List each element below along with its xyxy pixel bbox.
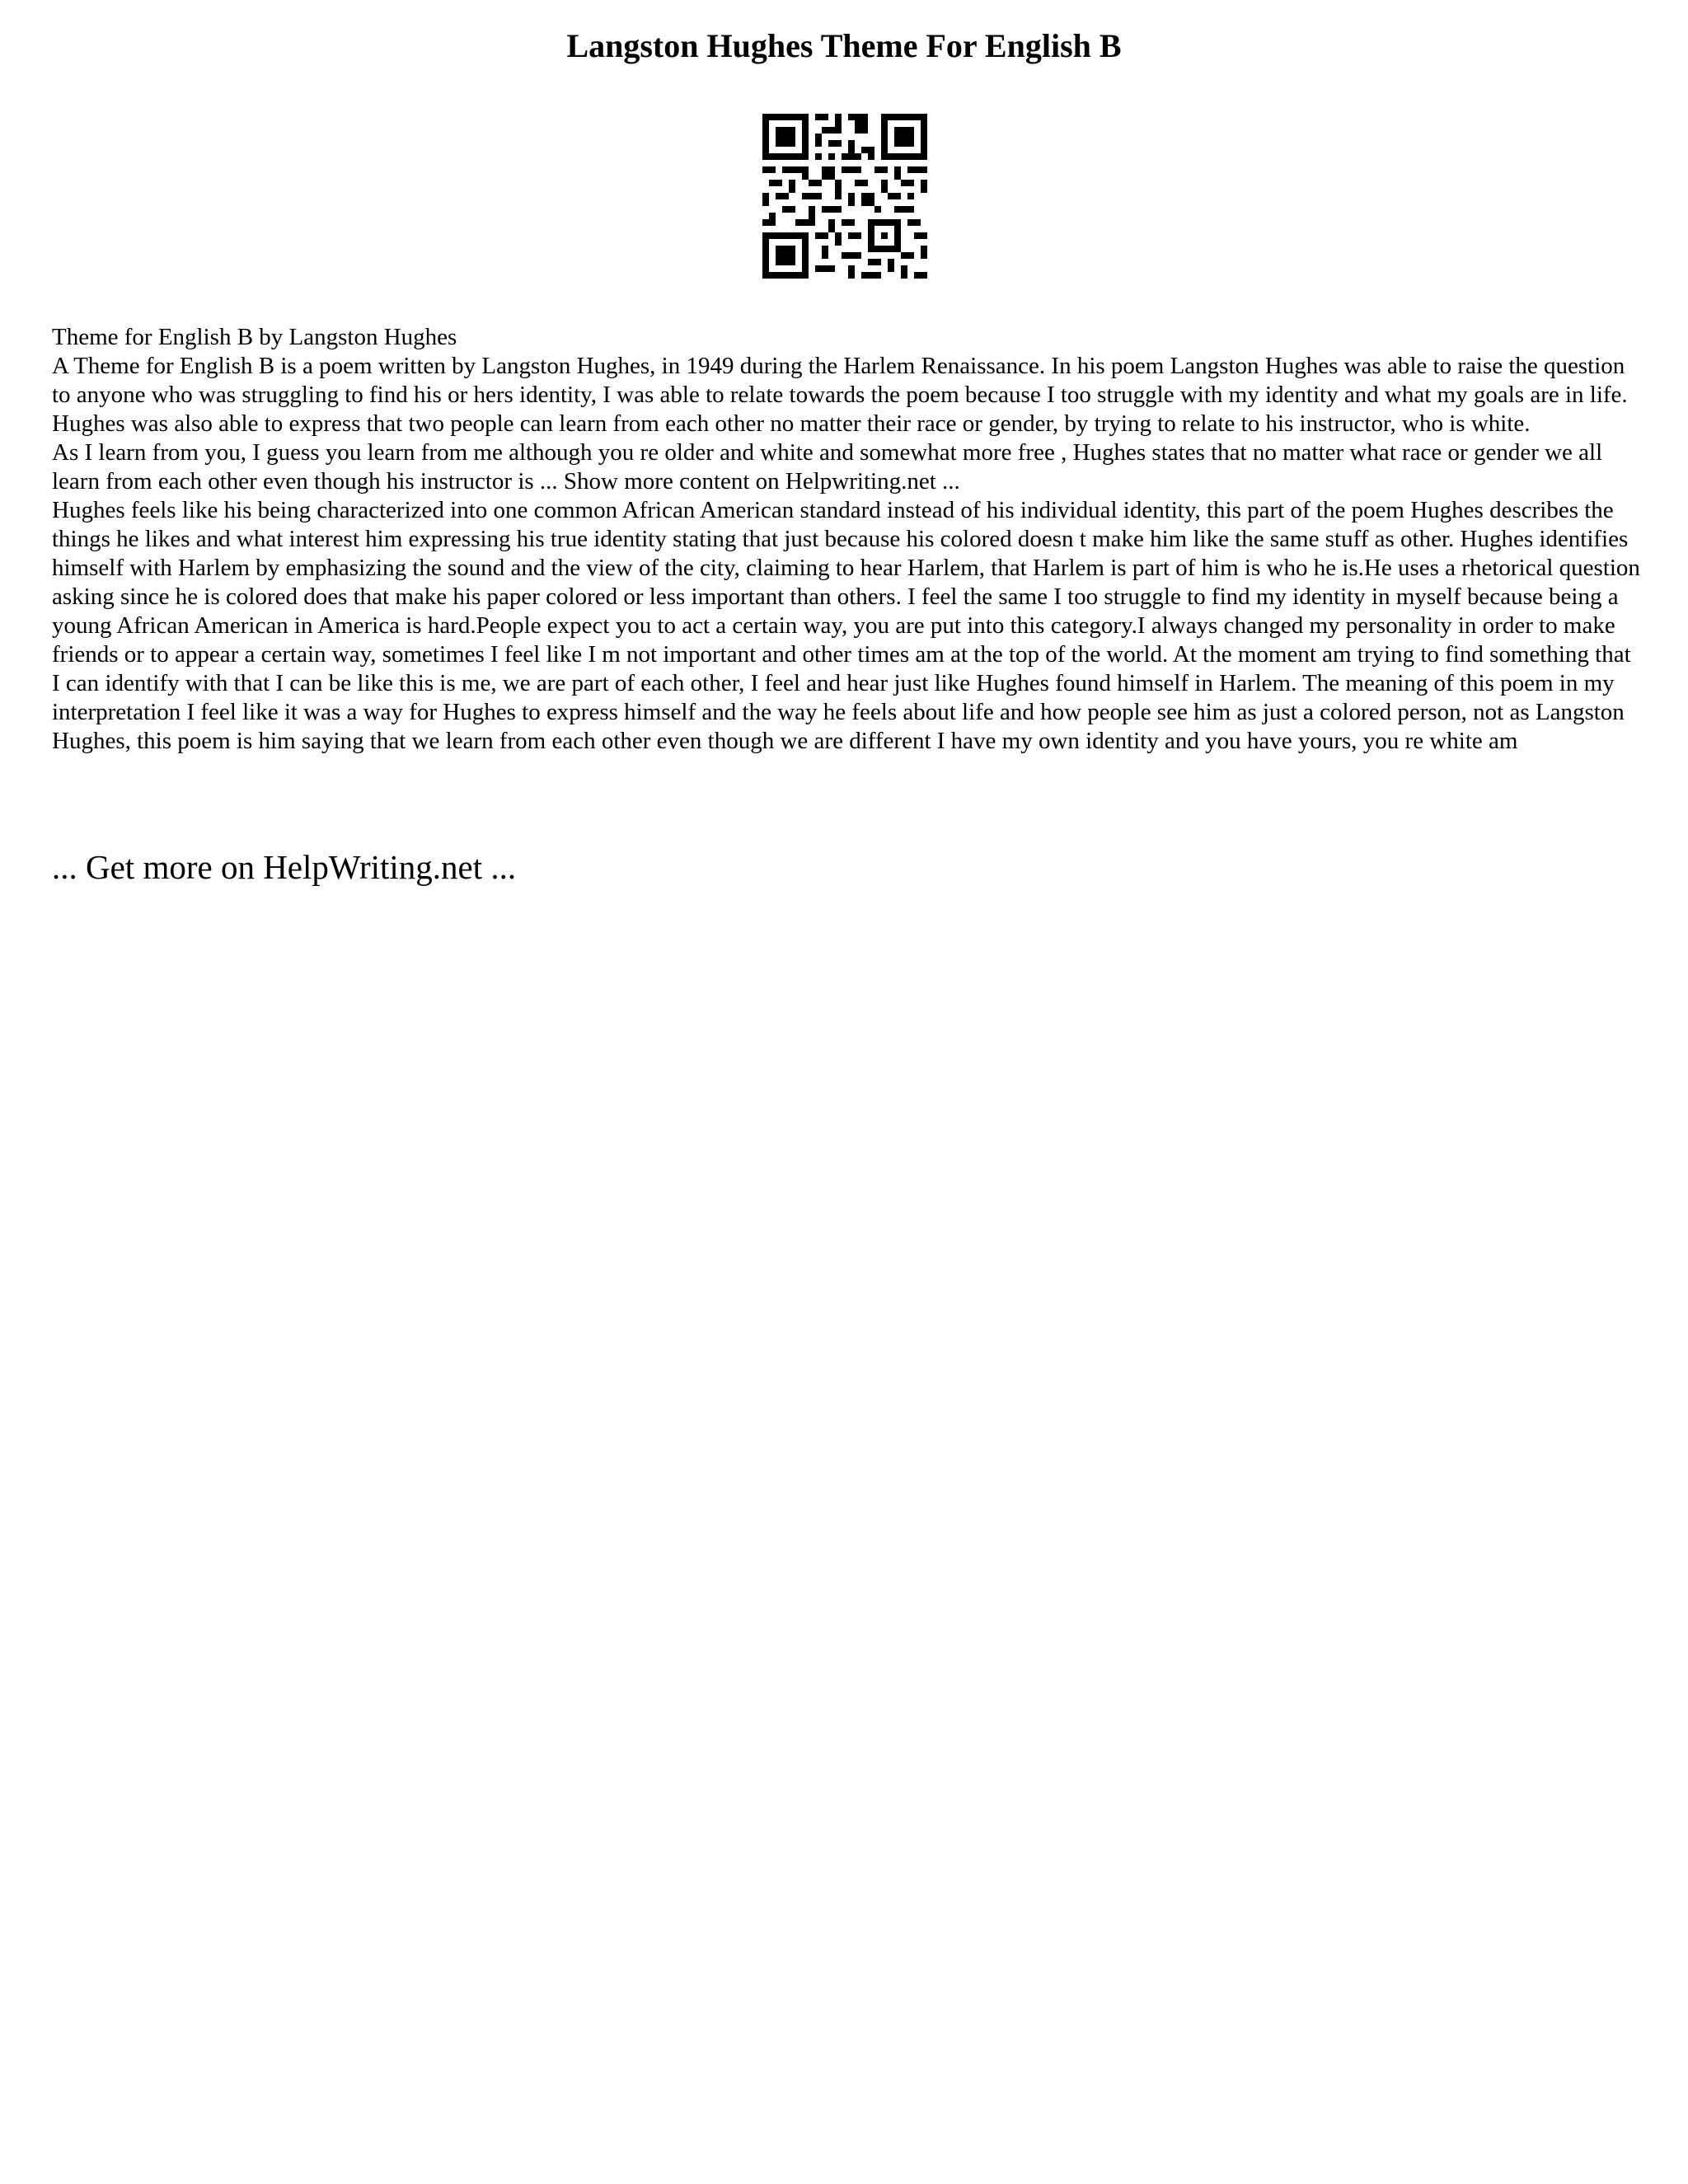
essay-body [52,323,1643,756]
essay-paragraph-1: A Theme for English B is a poem written by Langston Hughes, in 1949 during the Harlem Renaissance. In his poem Langston Hughes was able to raise the question to anyone who was struggling to find his or hers identity, I was able to relate towards the poem because I too struggle with my identity and what my goals are in life. Hughes was also able to express that two people can learn from each other no matter their race or gender, by trying to relate to his instructor, who is white. [52,353,1628,437]
qr-code-icon [762,114,927,279]
get-more-link[interactable]: ... Get more on HelpWriting.net ... [52,848,517,886]
essay-heading-line: Theme for English B by Langston Hughes [52,324,457,350]
essay-paragraph-3: Hughes feels like his being characterized into one common African American standard instead of his individual identity, this part of the poem Hughes describes the things he likes and what interest him expressing his true identity stating that just because his colored doesn t make him like the same stuff as other. Hughes identifies himself with Harlem by emphasizing the sound and the view of the city, claiming to hear Harlem, that Harlem is part of him is who he is.He uses a rhetorical question asking since he is colored does that make his paper colored or less important than others. I feel the same I too struggle to find my identity in myself because being a young African American in America is hard.People expect you to act a certain way, you are put into this category.I always changed my personality in order to make friends or to appear a certain way, sometimes I feel like I m not important and other times am at the top of the world. At the moment am trying to find something that I can identify with that I can be like this is me, we are part of each other, I feel and hear just like Hughes found himself in Harlem. The meaning of this poem in my interpretation I feel like it was a way for Hughes to express himself and the way he feels about life and how people see him as just a colored person, not as Langston Hughes, this poem is him saying that we learn from each other even though we are different I have my own identity and you have yours, you re white am [52,497,1640,754]
essay-paragraph-2: As I learn from you, I guess you learn from me although you re older and white and somewhat more free , Hughes states that no matter what race or gender we all learn from each other even though his instructor is ... Show more content on Helpwriting.net ... [52,439,1603,494]
document-title: Langston Hughes Theme For English B [566,27,1122,64]
